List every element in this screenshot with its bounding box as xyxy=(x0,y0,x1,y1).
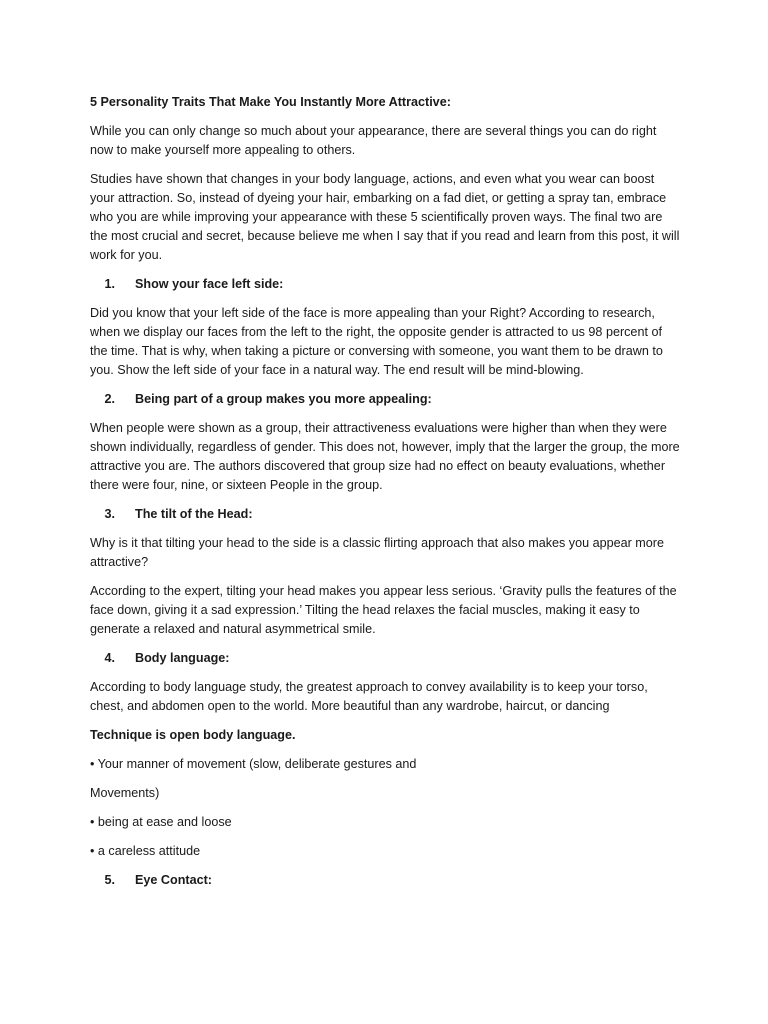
section-title: Eye Contact: xyxy=(135,873,212,887)
section-2-heading xyxy=(90,390,680,409)
section-5-heading xyxy=(90,871,680,890)
section-3-paragraph-1: Why is it that tilting your head to the side is a classic flirting approach that also makes you appear more attractive? xyxy=(90,536,664,569)
intro-paragraph: While you can only change so much about your appearance, there are several things you can do right now to make yourself more appealing to others. xyxy=(90,124,657,157)
section-4-paragraph: According to body language study, the greatest approach to convey availability is to keep your torso, chest, and abdomen open to the world. More beautiful than any wardrobe, haircut, or dancing xyxy=(90,680,648,713)
section-4-heading xyxy=(90,649,680,668)
section-number: 4. xyxy=(104,651,115,665)
studies-paragraph: Studies have shown that changes in your body language, actions, and even what you wear can boost your attraction. So, instead of dyeing your hair, embarking on a fad diet, or getting a spray tan, embrace who you are while improving your appearance with these 5 scientifically proven ways. The final two are the most crucial and secret, because believe me when I say that if you read and learn from this post, it will work for you. xyxy=(90,172,680,262)
bullet-item: • being at ease and loose xyxy=(90,815,232,829)
bullet-item: Movements) xyxy=(90,786,160,800)
section-title: Being part of a group makes you more appealing: xyxy=(135,392,432,406)
section-title: Show your face left side: xyxy=(135,277,284,291)
bullet-item: • Your manner of movement (slow, deliberate gestures and xyxy=(90,757,417,771)
section-number: 2. xyxy=(104,392,115,406)
document-title: 5 Personality Traits That Make You Instantly More Attractive: xyxy=(90,95,451,109)
section-title: The tilt of the Head: xyxy=(135,507,253,521)
section-3-paragraph-2: According to the expert, tilting your head makes you appear less serious. ‘Gravity pulls the features of the face down, giving it a sad expression.’ Tilting the head relaxes the facial muscles, making it easy to generate a relaxed and natural asymmetrical smile. xyxy=(90,584,677,636)
section-number: 3. xyxy=(104,507,115,521)
document-page xyxy=(90,93,680,900)
section-number: 5. xyxy=(104,873,115,887)
section-2-paragraph: When people were shown as a group, their attractiveness evaluations were higher than when they were shown individually, regardless of gender. This does not, however, imply that the larger the group, the more attractive you are. The authors discovered that group size had no effect on beauty evaluations, whether there were four, nine, or sixteen People in the group. xyxy=(90,421,680,492)
section-title: Body language: xyxy=(135,651,230,665)
section-1-paragraph: Did you know that your left side of the face is more appealing than your Right? According to research, when we display our faces from the left to the right, the opposite gender is attracted to us 98 percent of the time. That is why, when taking a picture or conversing with someone, you want them to be drawn to you. Show the left side of your face in a natural way. The end result will be mind-blowing. xyxy=(90,306,663,377)
bullet-item: • a careless attitude xyxy=(90,844,201,858)
section-number: 1. xyxy=(104,277,115,291)
technique-heading: Technique is open body language. xyxy=(90,728,296,742)
section-3-heading xyxy=(90,505,680,524)
section-1-heading xyxy=(90,275,680,294)
